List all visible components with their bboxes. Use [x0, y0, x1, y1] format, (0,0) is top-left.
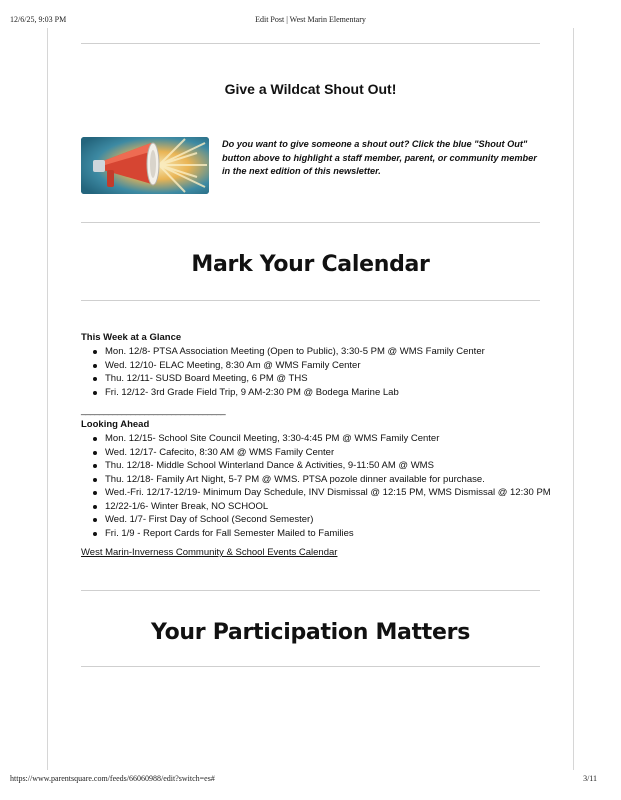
divider-after-participation: [81, 666, 540, 667]
shout-out-title: Give a Wildcat Shout Out!: [224, 81, 397, 97]
this-week-list: [105, 345, 485, 399]
list-item: Thu. 12/18- Family Art Night, 5-7 PM @ WMS. PTSA pozole dinner available for purchase.: [105, 473, 551, 487]
print-url: https://www.parentsquare.com/feeds/66060988/edit?switch=es#: [10, 774, 215, 783]
list-item: Mon. 12/8- PTSA Association Meeting (Open to Public), 3:30-5 PM @ WMS Family Center: [105, 345, 485, 359]
list-item: Wed. 12/17- Cafecito, 8:30 AM @ WMS Family Center: [105, 446, 551, 460]
list-item: 12/22-1/6- Winter Break, NO SCHOOL: [105, 500, 551, 514]
calendar-heading: Mark Your Calendar: [191, 252, 430, 277]
looking-ahead-label: Looking Ahead: [81, 419, 150, 430]
participation-heading: Your Participation Matters: [151, 620, 470, 645]
print-timestamp: 12/6/25, 9:03 PM: [10, 15, 67, 24]
looking-ahead-list: [105, 432, 551, 540]
underline-separator: ________________________________: [81, 405, 226, 415]
divider-after-shout-out: [81, 222, 540, 223]
print-footer: [10, 774, 611, 786]
list-item: Wed. 1/7- First Day of School (Second Semester): [105, 513, 551, 527]
list-item: Thu. 12/18- Middle School Winterland Dance & Activities, 9-11:50 AM @ WMS: [105, 459, 551, 473]
list-item: Fri. 1/9 - Report Cards for Fall Semester Mailed to Families: [105, 527, 551, 541]
list-item: Thu. 12/11- SUSD Board Meeting, 6 PM @ THS: [105, 372, 485, 386]
print-document-title: Edit Post | West Marin Elementary: [255, 15, 366, 24]
this-week-label: This Week at a Glance: [81, 332, 182, 343]
page-number: 3/11: [583, 774, 597, 783]
list-item: Wed. 12/10- ELAC Meeting, 8:30 Am @ WMS Family Center: [105, 359, 485, 373]
events-calendar-link[interactable]: West Marin-Inverness Community & School Events Calendar: [81, 547, 338, 558]
list-item: Mon. 12/15- School Site Council Meeting, 3:30-4:45 PM @ WMS Family Center: [105, 432, 551, 446]
divider-before-participation: [81, 590, 540, 591]
list-item: Wed.-Fri. 12/17-12/19- Minimum Day Schedule, INV Dismissal @ 12:15 PM, WMS Dismissal @ 12:30 PM: [105, 486, 551, 500]
divider-top: [81, 43, 540, 44]
shout-out-text: Do you want to give someone a shout out? Click the blue "Shout Out" button above to highlight a staff member, parent, or community member in the next edition of this newsletter.: [222, 139, 537, 176]
divider-after-calendar-heading: [81, 300, 540, 301]
print-header: [10, 15, 611, 27]
page-frame-right: [573, 28, 574, 770]
page-frame-left: [47, 28, 48, 770]
list-item: Fri. 12/12- 3rd Grade Field Trip, 9 AM-2:30 PM @ Bodega Marine Lab: [105, 386, 485, 400]
megaphone-icon: [81, 137, 209, 194]
